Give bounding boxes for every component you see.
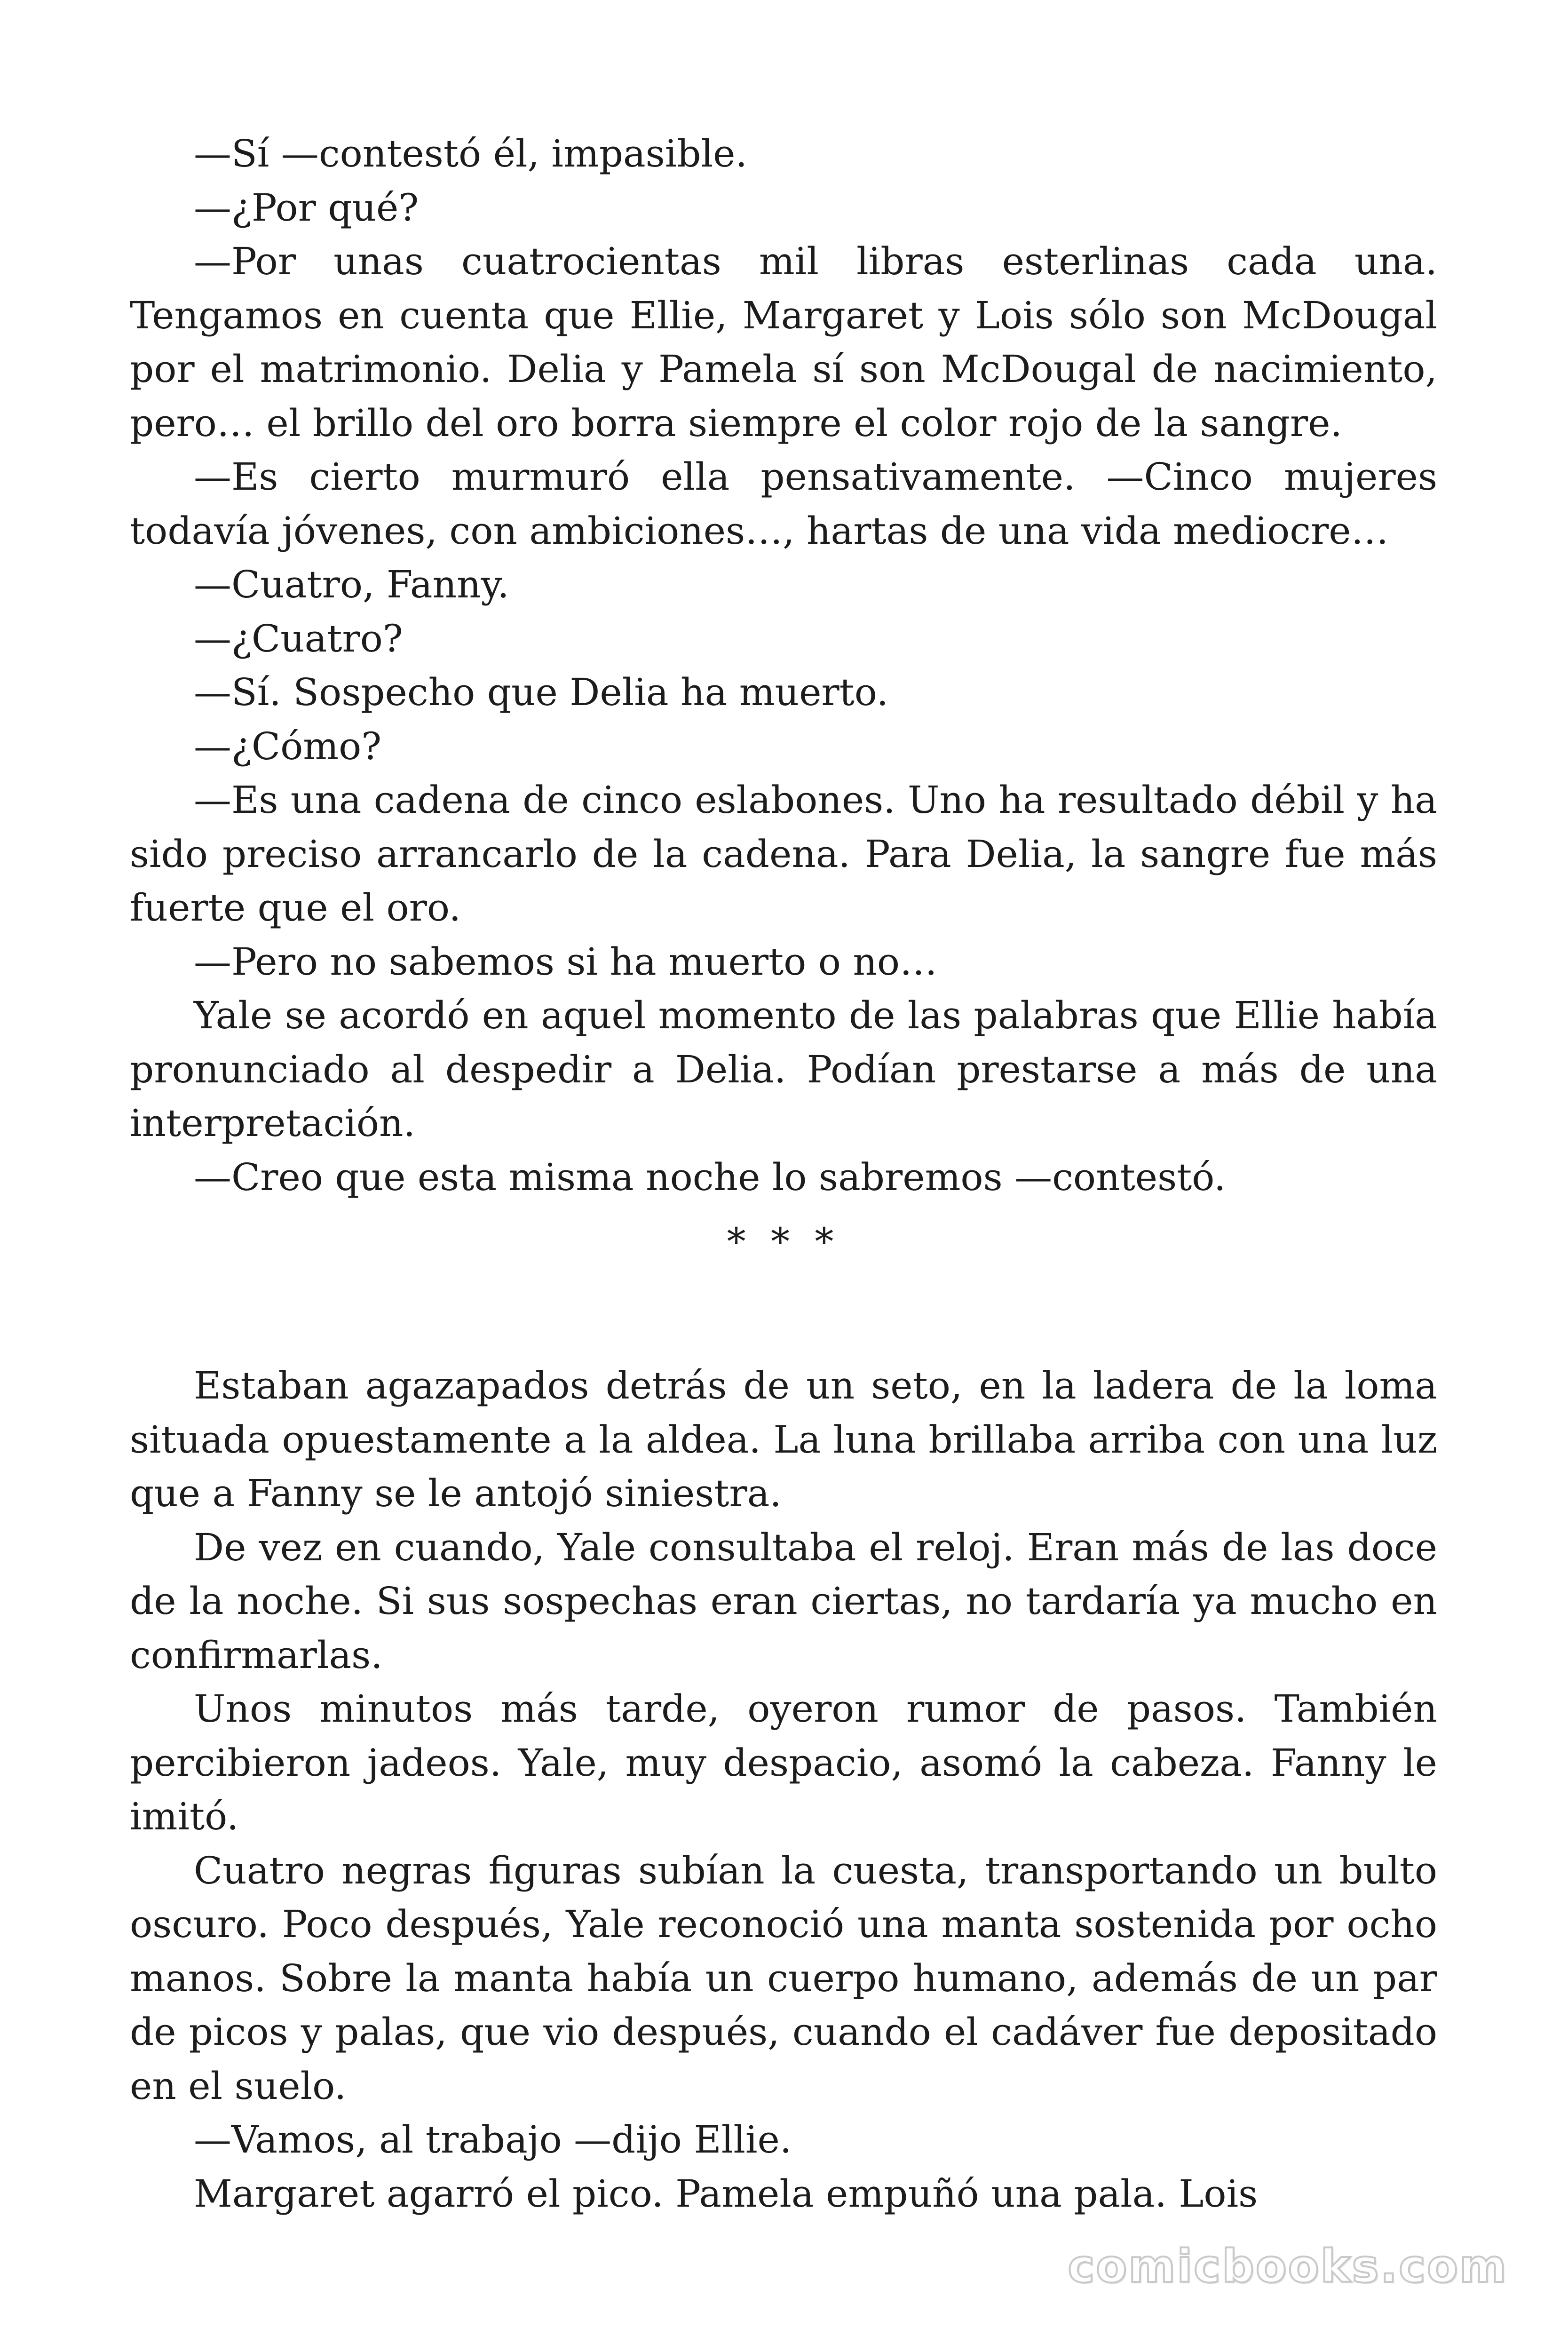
watermark: comicbooks.com <box>1068 2240 1508 2293</box>
paragraph: Unos minutos más tarde, oyeron rumor de pasos. También percibieron jadeos. Yale, muy despacio, asomó la cabeza. Fanny le imitó. <box>130 1687 1437 1838</box>
paragraph: Cuatro negras figuras subían la cuesta, transportando un bulto oscuro. Poco después, Yale reconoció una manta sostenida por ocho manos. Sobre la manta había un cuerpo humano, además de un par de picos y palas, que vio después, cuando el cadáver fue depositado en el suelo. <box>130 1848 1437 2108</box>
paragraph: —Es una cadena de cinco eslabones. Uno ha resultado débil y ha sido preciso arrancarlo de la cadena. Para Delia, la sangre fue más fuerte que el oro. <box>130 778 1437 930</box>
paragraph: —Pero no sabemos si ha muerto o no… <box>194 939 938 984</box>
paragraph: —Creo que esta misma noche lo sabremos —contestó. <box>194 1155 1226 1199</box>
paragraph: —Es cierto murmuró ella pensativamente. —Cinco mujeres todavía jóvenes, con ambiciones…, hartas de una vida mediocre… <box>130 455 1437 553</box>
paragraph: Margaret agarró el pico. Pamela empuñó una pala. Lois <box>194 2171 1258 2216</box>
section-separator: * * * <box>727 1220 840 1263</box>
paragraph: —Sí —contestó él, impasible. <box>194 132 747 175</box>
paragraph: —Sí. Sospecho que Delia ha muerto. <box>194 670 888 714</box>
paragraph: Estaban agazapados detrás de un seto, en la ladera de la loma situada opuestamente a la aldea. La luna brillaba arriba con una luz que a Fanny se le antojó siniestra. <box>130 1364 1437 1515</box>
paragraph: —¿Cómo? <box>194 724 382 768</box>
paragraph: Yale se acordó en aquel momento de las palabras que Ellie había pronunciado al despedir a Delia. Podían prestarse a más de una interpretación. <box>130 993 1437 1145</box>
paragraph: —Vamos, al trabajo —dijo Ellie. <box>194 2118 792 2161</box>
page-text <box>130 127 1437 2221</box>
paragraph: —¿Cuatro? <box>194 616 403 660</box>
paragraph: —Por unas cuatrocientas mil libras esterlinas cada una. Tengamos en cuenta que Ellie, Margaret y Lois sólo son McDougal por el matrimonio. Delia y Pamela sí son McDougal de nacimiento, pero… el brillo del oro borra siempre el color rojo de la sangre. <box>130 239 1437 445</box>
paragraph: —¿Por qué? <box>194 185 419 230</box>
paragraph: De vez en cuando, Yale consultaba el reloj. Eran más de las doce de la noche. Si sus sospechas eran ciertas, no tardaría ya mucho en confirmarlas. <box>130 1525 1437 1677</box>
paragraph: —Cuatro, Fanny. <box>194 563 509 606</box>
